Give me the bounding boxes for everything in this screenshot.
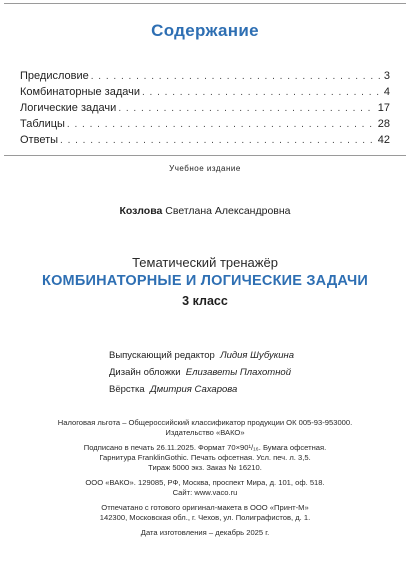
- toc-entry: [20, 100, 390, 116]
- edition-type: Учебное издание: [169, 164, 241, 173]
- credit-role: Дизайн обложки: [109, 367, 181, 378]
- imprint-line: ООО «ВАКО». 129085, РФ, Москва, проспект Мира, д. 101, оф. 518.: [85, 478, 325, 487]
- imprint-line: Гарнитура FranklinGothic. Печать офсетная. Усл. печ. л. 3,5.: [99, 453, 311, 462]
- credit-person: Елизаветы Плахотной: [185, 367, 291, 378]
- credit-line: [109, 364, 294, 381]
- toc-entry-title: Ответы: [20, 134, 59, 146]
- book-title: КОМБИНАТОРНЫЕ И ЛОГИЧЕСКИЕ ЗАДАЧИ: [42, 273, 368, 289]
- toc-leader-dots: [67, 117, 376, 133]
- imprint-print-details: [0, 443, 410, 473]
- toc-entry-page: 42: [377, 134, 390, 146]
- imprint-printer: [0, 503, 410, 523]
- toc-entry-title: Предисловие: [20, 70, 89, 82]
- toc-leader-dots: [91, 69, 382, 85]
- toc-leader-dots: [60, 133, 376, 149]
- imprint-manufacture-date: Дата изготовления – декабрь 2025 г.: [140, 528, 270, 537]
- imprint-tax: [0, 418, 410, 438]
- credits: [109, 347, 294, 398]
- top-rule: [4, 3, 406, 4]
- imprint-line: Налоговая льгота – Общероссийский классификатор продукции ОК 005-93-953000.: [57, 418, 353, 427]
- toc-divider: [4, 155, 406, 156]
- toc-entry: [20, 68, 390, 84]
- toc-entry: [20, 132, 390, 148]
- toc-title: Содержание: [151, 21, 259, 40]
- credit-role: Выпускающий редактор: [109, 350, 215, 361]
- table-of-contents: [20, 68, 390, 148]
- imprint-publisher: [0, 478, 410, 498]
- toc-entry: [20, 116, 390, 132]
- toc-entry-page: 4: [383, 86, 390, 98]
- imprint-line: Издательство «ВАКО»: [165, 428, 245, 437]
- credit-line: [109, 381, 294, 398]
- credit-person: Дмитрия Сахарова: [149, 384, 238, 395]
- credit-role: Вёрстка: [109, 384, 145, 395]
- credit-line: [109, 347, 294, 364]
- toc-entry-title: Комбинаторные задачи: [20, 86, 140, 98]
- author-name: [0, 205, 410, 217]
- imprint-line: Сайт: www.vaco.ru: [172, 488, 238, 497]
- toc-entry-page: 17: [377, 102, 390, 114]
- credit-person: Лидия Шубукина: [220, 350, 295, 361]
- toc-entry-title: Логические задачи: [20, 102, 117, 114]
- toc-entry-page: 28: [377, 118, 390, 130]
- author-given-names: Светлана Александровна: [165, 205, 291, 217]
- toc-entry: [20, 84, 390, 100]
- toc-leader-dots: [118, 101, 375, 117]
- imprint-line: Тираж 5000 экз. Заказ № 16210.: [148, 463, 262, 472]
- imprint-line: Подписано в печать 26.11.2025. Формат 70×90¹/₁₆. Бумага офсетная.: [83, 443, 327, 452]
- author-surname: Козлова: [119, 205, 163, 217]
- toc-entry-title: Таблицы: [20, 118, 65, 130]
- imprint-line: Отпечатано с готового оригинал-макета в ООО «Принт-М»: [101, 503, 309, 512]
- toc-entry-page: 3: [383, 70, 390, 82]
- book-grade: 3 класс: [182, 294, 228, 308]
- toc-leader-dots: [142, 85, 382, 101]
- book-subtitle: Тематический тренажёр: [132, 255, 278, 270]
- imprint-line: 142300, Московская обл., г. Чехов, ул. Полиграфистов, д. 1.: [99, 513, 311, 522]
